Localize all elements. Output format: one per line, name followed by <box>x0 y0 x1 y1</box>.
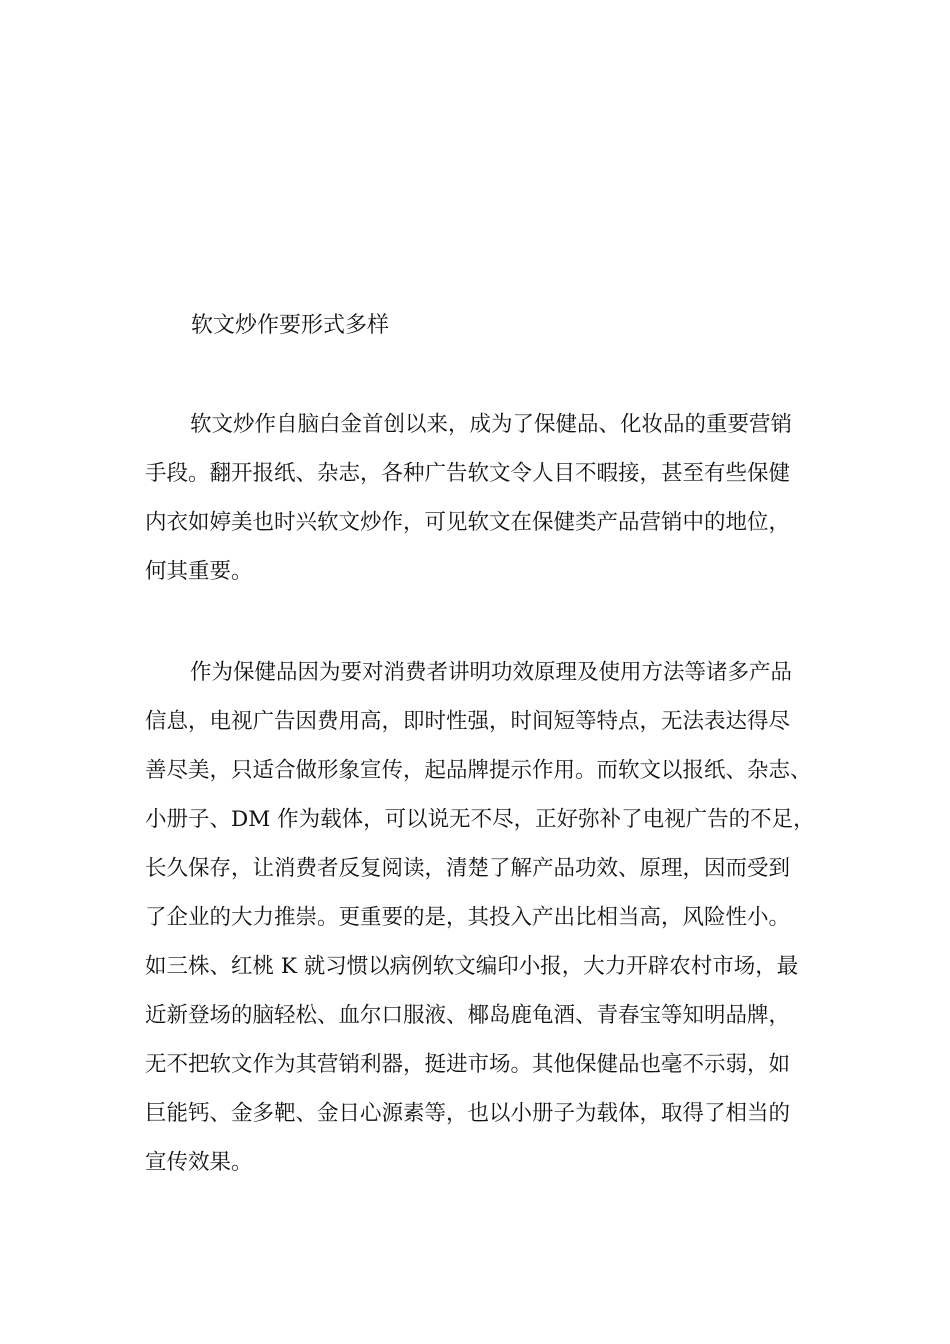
section-heading: 软文炒作要形式多样 <box>191 313 390 338</box>
paragraph-2 <box>145 648 845 1187</box>
paragraph-line: 了企业的大力推崇。更重要的是，其投入产出比相当高，风险性小。 <box>145 905 791 930</box>
paragraph-line: 作为保健品因为要对消费者讲明功效原理及使用方法等诸多产品 <box>190 660 793 685</box>
paragraph-line: 长久保存，让消费者反复阅读，清楚了解产品功效、原理，因而受到 <box>145 856 791 881</box>
paragraph-line: 巨能钙、金多靶、金日心源素等，也以小册子为载体，取得了相当的 <box>145 1101 791 1126</box>
paragraph-line: 软文炒作自脑白金首创以来，成为了保健品、化妆品的重要营销 <box>190 412 793 437</box>
paragraph-line: 小册子、DM 作为载体，可以说无不尽，正好弥补了电视广告的不足， <box>145 807 815 832</box>
paragraph-line: 近新登场的脑轻松、血尔口服液、椰岛鹿龟酒、青春宝等知明品牌， <box>145 1003 791 1028</box>
paragraph-line: 信息，电视广告因费用高，即时性强，时间短等特点，无法表达得尽 <box>145 709 791 734</box>
paragraph-line: 如三株、红桃 K 就习惯以病例软文编印小报，大力开辟农村市场，最 <box>145 954 799 979</box>
paragraph-1 <box>145 400 845 596</box>
paragraph-line: 手段。翻开报纸、杂志，各种广告软文令人目不暇接，甚至有些保健 <box>145 461 791 486</box>
paragraph-line: 何其重要。 <box>145 559 253 584</box>
paragraph-line: 内衣如婷美也时兴软文炒作，可见软文在保健类产品营销中的地位， <box>145 510 791 535</box>
paragraph-line: 宣传效果。 <box>145 1150 253 1175</box>
paragraph-line: 无不把软文作为其营销利器，挺进市场。其他保健品也毫不示弱，如 <box>145 1052 791 1077</box>
paragraph-line: 善尽美，只适合做形象宣传，起品牌提示作用。而软文以报纸、杂志、 <box>145 758 812 783</box>
